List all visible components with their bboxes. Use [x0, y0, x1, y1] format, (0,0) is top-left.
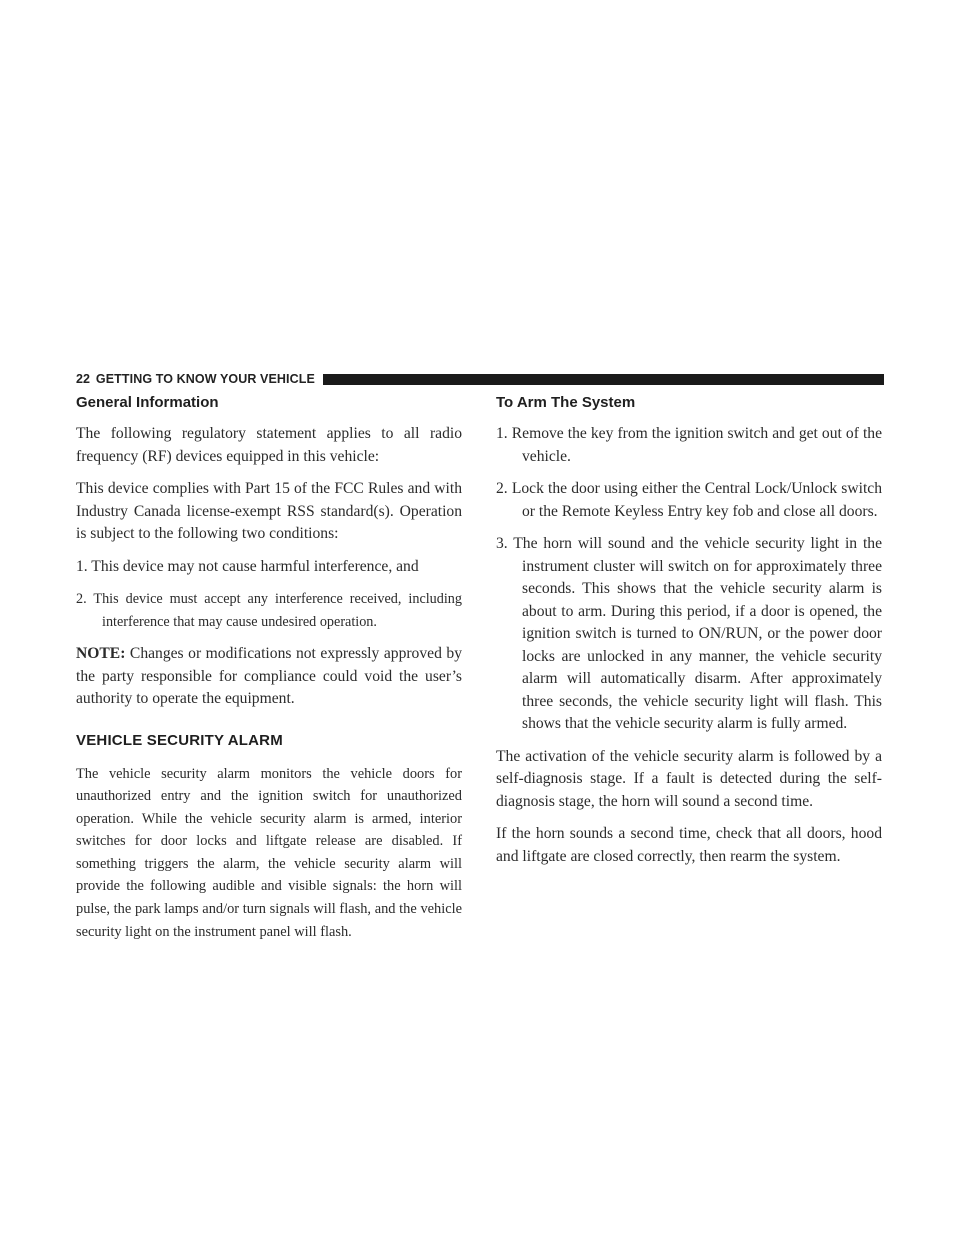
- arm-step-3: 3. The horn will sound and the vehicle security light in the instrument cluster will switch on for approximately three seconds. This shows that the vehicle security alarm is about to arm. During this period, if a door is opened, the ignition switch is turned to ON/RUN, or the power door locks are unlocked in any manner, the vehicle security alarm will automatically disarm. After approximately three seconds, the vehicle security light will flash. This shows that the vehicle security alarm is fully armed.: [496, 535, 882, 732]
- page-header: [76, 371, 884, 387]
- fcc-paragraph: This device complies with Part 15 of the FCC Rules and with Industry Canada license-exempt RSS standard(s). Operation is subject to the following two conditions:: [76, 480, 462, 542]
- rearm-paragraph: If the horn sounds a second time, check that all doors, hood and liftgate are closed correctly, then rearm the system.: [496, 825, 882, 865]
- vehicle-security-alarm-heading: VEHICLE SECURITY ALARM: [76, 731, 283, 749]
- activation-paragraph: The activation of the vehicle security alarm is followed by a self-diagnosis stage. If a fault is detected during the self-diagnosis stage, the horn will sound a second time.: [496, 747, 882, 810]
- page-number: 22: [76, 372, 90, 386]
- condition-item-2: 2. This device must accept any interference received, including interference that may cause undesired operation.: [76, 591, 462, 630]
- arm-system-heading: To Arm The System: [496, 394, 636, 411]
- note-text: Changes or modifications not expressly approved by the party responsible for compliance could void the user’s authority to operate the equipment.: [76, 645, 462, 707]
- left-column: [76, 393, 462, 953]
- arm-step-2: 2. Lock the door using either the Central Lock/Unlock switch or the Remote Keyless Entry key fob and close all doors.: [496, 480, 882, 520]
- note-paragraph: [76, 643, 462, 711]
- arm-step-1: 1. Remove the key from the ignition switch and get out of the vehicle.: [496, 425, 882, 465]
- note-label: NOTE:: [76, 645, 126, 662]
- intro-paragraph: The following regulatory statement applies to all radio frequency (RF) devices equipped in this vehicle:: [76, 425, 462, 465]
- general-information-heading: General Information: [76, 394, 219, 411]
- condition-item-1: 1. This device may not cause harmful interference, and: [76, 557, 419, 575]
- section-title: GETTING TO KNOW YOUR VEHICLE: [95, 372, 315, 386]
- right-column: [496, 393, 882, 878]
- alarm-paragraph: The vehicle security alarm monitors the vehicle doors for unauthorized entry and the ignition switch for unauthorized operation. While the vehicle security alarm is armed, interior switches for door locks and liftgate release are disabled. If something triggers the alarm, the vehicle security alarm will provide the following audible and visible signals: the horn will pulse, the park lamps and/or turn signals will flash, and the vehicle security light on the instrument panel will flash.: [76, 765, 462, 940]
- header-rule: [323, 374, 884, 385]
